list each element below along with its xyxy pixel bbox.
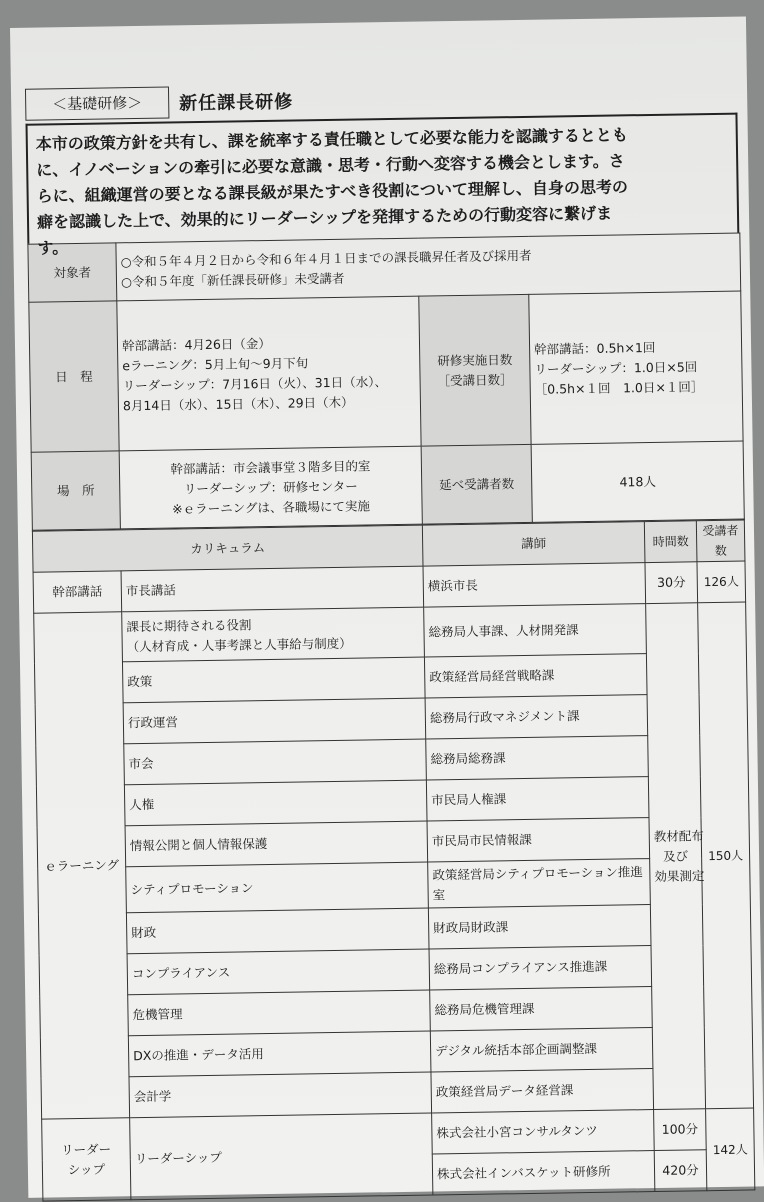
- place-line: ※ｅラーニングは、各職場にて実施: [172, 497, 371, 517]
- section-elearning: ｅラーニング: [34, 612, 130, 1119]
- elearning-hours: [646, 603, 706, 1110]
- hours-cell: 100分: [654, 1109, 707, 1151]
- instructor-cell: 総務局総務課: [426, 736, 649, 780]
- place-content: [119, 446, 422, 529]
- days-label-line: ［受講日数］: [437, 371, 513, 388]
- leadership-attendees: 142人: [706, 1108, 755, 1191]
- curriculum-item: シティプロモーション: [126, 862, 429, 913]
- curriculum-item: 人権: [124, 780, 427, 826]
- instructor-cell: 総務局危機管理課: [430, 987, 653, 1031]
- curriculum-item: 危機管理: [128, 990, 431, 1036]
- instructor-cell: 総務局人事課、人材開発課: [424, 604, 647, 657]
- count-label: 延べ受講者数: [421, 444, 532, 524]
- days-line: 幹部講話：0.5h×1回: [533, 339, 656, 357]
- curriculum-item: 財政: [126, 908, 429, 954]
- training-title: 新任課長研修: [179, 91, 294, 115]
- info-table: [27, 233, 744, 531]
- training-sheet: [25, 75, 754, 1202]
- days-label-line: 研修実施日数: [437, 351, 513, 368]
- header-attendees: 受講者数: [696, 520, 745, 562]
- curriculum-item: リーダーシップ: [130, 1113, 433, 1200]
- instructor-cell: 政策経営局シティプロモーション推進室: [428, 859, 651, 908]
- curriculum-item: 情報公開と個人情報保護: [125, 821, 428, 867]
- instructor-cell: 政策経営局データ経営課: [431, 1069, 654, 1113]
- instructor-cell: 市民局人権課: [426, 777, 649, 821]
- place-line: リーダーシップ：研修センター: [183, 478, 358, 496]
- document-page: [10, 16, 764, 1197]
- schedule-line: リーダーシップ：7月16日（火）、31日（水）、: [122, 373, 387, 393]
- intro-line: に、イノベーションの牽引に必要な意識・思考・行動へ変容する機会とします。さ: [36, 151, 625, 180]
- hours-cell: 30分: [645, 562, 698, 604]
- section-leadership-line: リーダー: [60, 1141, 112, 1157]
- curriculum-item: [122, 607, 425, 662]
- intro-line: す。: [37, 238, 69, 258]
- days-label: [419, 294, 531, 446]
- target-line: ○令和５年４月２日から令和６年４月１日までの課長職昇任者及び採用者: [120, 247, 532, 269]
- curriculum-item: 市会: [124, 739, 427, 785]
- place-line: 幹部講話：市会議事堂３階多目的室: [170, 457, 371, 477]
- target-label: 対象者: [28, 243, 117, 302]
- curriculum-item: 会計学: [129, 1072, 432, 1118]
- curriculum-item-sub: （人材育成・人事考課と人事給与制度）: [126, 635, 352, 654]
- elearning-attendees: 150人: [698, 602, 754, 1109]
- instructor-cell: 財政局財政課: [428, 905, 651, 949]
- target-content: [116, 233, 741, 301]
- header-curriculum: カリキュラム: [32, 525, 423, 572]
- schedule-label: 日 程: [29, 301, 119, 452]
- intro-line: 癖を認識した上で、効果的にリーダーシップを発揮するための行動変容に繋げま: [36, 203, 613, 232]
- header-hours: 時間数: [644, 521, 697, 563]
- attendees-cell: 126人: [697, 561, 746, 603]
- intro-line: らに、組織運営の要となる課長級が果たすべき役割について理解し、自身の思考の: [36, 177, 629, 206]
- elearning-hours-line: 教材配布: [653, 827, 704, 844]
- elearning-hours-line: 及び: [662, 847, 689, 864]
- category-tag: ＜基礎研修＞: [25, 87, 169, 121]
- curriculum-item: コンプライアンス: [127, 949, 430, 995]
- instructor-cell: 総務局行政マネジメント課: [425, 695, 648, 739]
- curriculum-table: [32, 520, 755, 1202]
- curriculum-item: 市長講話: [121, 566, 424, 612]
- hours-cell: 420分: [654, 1150, 707, 1192]
- schedule-line: eラーニング：5月上旬～9月下旬: [122, 354, 309, 373]
- schedule-line: 8月14日（水）、15日（木）、29日（木）: [122, 394, 354, 413]
- instructor-cell: 総務局コンプライアンス推進課: [429, 946, 652, 990]
- header-instructor: 講師: [422, 522, 645, 566]
- schedule-line: 幹部講話：4月26日（金）: [121, 335, 271, 353]
- days-line: リーダーシップ：1.0日×5回: [534, 358, 698, 377]
- elearning-hours-line: 効果測定: [654, 867, 705, 884]
- count-value: 418人: [531, 441, 744, 522]
- section-leadership-line: シップ: [67, 1161, 106, 1177]
- instructor-cell: 株式会社インバスケット研修所: [432, 1151, 655, 1195]
- section-kanbu: 幹部講話: [33, 571, 122, 613]
- section-leadership: [42, 1118, 131, 1201]
- instructor-cell: デジタル統括本部企画調整課: [430, 1028, 653, 1072]
- schedule-content: [117, 296, 421, 451]
- target-line: ○令和５年度「新任課長研修」未受講者: [120, 270, 345, 289]
- curriculum-item: 政策: [122, 657, 425, 703]
- intro-line: 本市の政策方針を共有し、課を統率する責任職として必要な能力を認識するととも: [35, 125, 628, 154]
- days-content: [529, 291, 743, 444]
- instructor-cell: 市民局市民情報課: [427, 818, 650, 862]
- curriculum-item: 行政運営: [123, 698, 426, 744]
- curriculum-item: DXの推進・データ活用: [128, 1031, 431, 1077]
- place-label: 場 所: [31, 451, 120, 530]
- instructor-cell: 政策経営局経営戦略課: [424, 654, 647, 698]
- curriculum-item-title: 課長に期待される役割: [126, 616, 252, 634]
- instructor-cell: 横浜市長: [423, 563, 646, 607]
- days-line: ［0.5h×１回 1.0日×１回］: [534, 378, 704, 397]
- instructor-cell: 株式会社小宮コンサルタンツ: [432, 1110, 655, 1154]
